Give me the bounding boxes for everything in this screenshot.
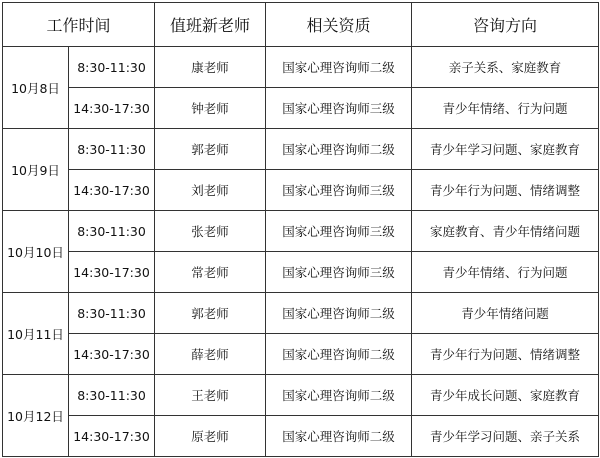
table-row [3, 88, 599, 129]
qualification-cell: 国家心理咨询师二级 [266, 129, 412, 170]
table-row [3, 211, 599, 252]
date-cell: 10月10日 [3, 211, 69, 293]
qualification-cell: 国家心理咨询师二级 [266, 293, 412, 334]
teacher-cell: 原老师 [155, 416, 266, 457]
direction-cell: 青少年行为问题、情绪调整 [412, 334, 599, 375]
qualification-cell: 国家心理咨询师三级 [266, 252, 412, 293]
qualification-cell: 国家心理咨询师二级 [266, 375, 412, 416]
time-cell: 14:30-17:30 [69, 88, 155, 129]
header-direction: 咨询方向 [412, 3, 599, 47]
teacher-cell: 刘老师 [155, 170, 266, 211]
teacher-cell: 康老师 [155, 47, 266, 88]
time-cell: 14:30-17:30 [69, 170, 155, 211]
header-qualification: 相关资质 [266, 3, 412, 47]
time-cell: 8:30-11:30 [69, 211, 155, 252]
time-cell: 8:30-11:30 [69, 293, 155, 334]
date-cell: 10月11日 [3, 293, 69, 375]
teacher-cell: 张老师 [155, 211, 266, 252]
time-cell: 8:30-11:30 [69, 375, 155, 416]
teacher-cell: 薛老师 [155, 334, 266, 375]
table-row [3, 375, 599, 416]
teacher-cell: 常老师 [155, 252, 266, 293]
teacher-cell: 郭老师 [155, 129, 266, 170]
header-teacher: 值班新老师 [155, 3, 266, 47]
qualification-cell: 国家心理咨询师二级 [266, 416, 412, 457]
qualification-cell: 国家心理咨询师三级 [266, 88, 412, 129]
direction-cell: 青少年学习问题、亲子关系 [412, 416, 599, 457]
direction-cell: 家庭教育、青少年情绪问题 [412, 211, 599, 252]
teacher-cell: 王老师 [155, 375, 266, 416]
date-cell: 10月12日 [3, 375, 69, 457]
direction-cell: 青少年行为问题、情绪调整 [412, 170, 599, 211]
direction-cell: 青少年学习问题、家庭教育 [412, 129, 599, 170]
direction-cell: 亲子关系、家庭教育 [412, 47, 599, 88]
time-cell: 14:30-17:30 [69, 252, 155, 293]
header-work-time: 工作时间 [3, 3, 155, 47]
qualification-cell: 国家心理咨询师三级 [266, 170, 412, 211]
direction-cell: 青少年情绪、行为问题 [412, 252, 599, 293]
time-cell: 14:30-17:30 [69, 334, 155, 375]
date-cell: 10月8日 [3, 47, 69, 129]
qualification-cell: 国家心理咨询师二级 [266, 47, 412, 88]
table-row [3, 416, 599, 457]
duty-schedule-table [2, 2, 599, 457]
table-row [3, 252, 599, 293]
direction-cell: 青少年成长问题、家庭教育 [412, 375, 599, 416]
date-cell: 10月9日 [3, 129, 69, 211]
teacher-cell: 郭老师 [155, 293, 266, 334]
table-row [3, 170, 599, 211]
direction-cell: 青少年情绪、行为问题 [412, 88, 599, 129]
table-row [3, 293, 599, 334]
table-row [3, 334, 599, 375]
teacher-cell: 钟老师 [155, 88, 266, 129]
qualification-cell: 国家心理咨询师二级 [266, 334, 412, 375]
table-row [3, 129, 599, 170]
qualification-cell: 国家心理咨询师三级 [266, 211, 412, 252]
time-cell: 8:30-11:30 [69, 47, 155, 88]
table-row [3, 47, 599, 88]
time-cell: 8:30-11:30 [69, 129, 155, 170]
time-cell: 14:30-17:30 [69, 416, 155, 457]
header-row [3, 3, 599, 47]
direction-cell: 青少年情绪问题 [412, 293, 599, 334]
